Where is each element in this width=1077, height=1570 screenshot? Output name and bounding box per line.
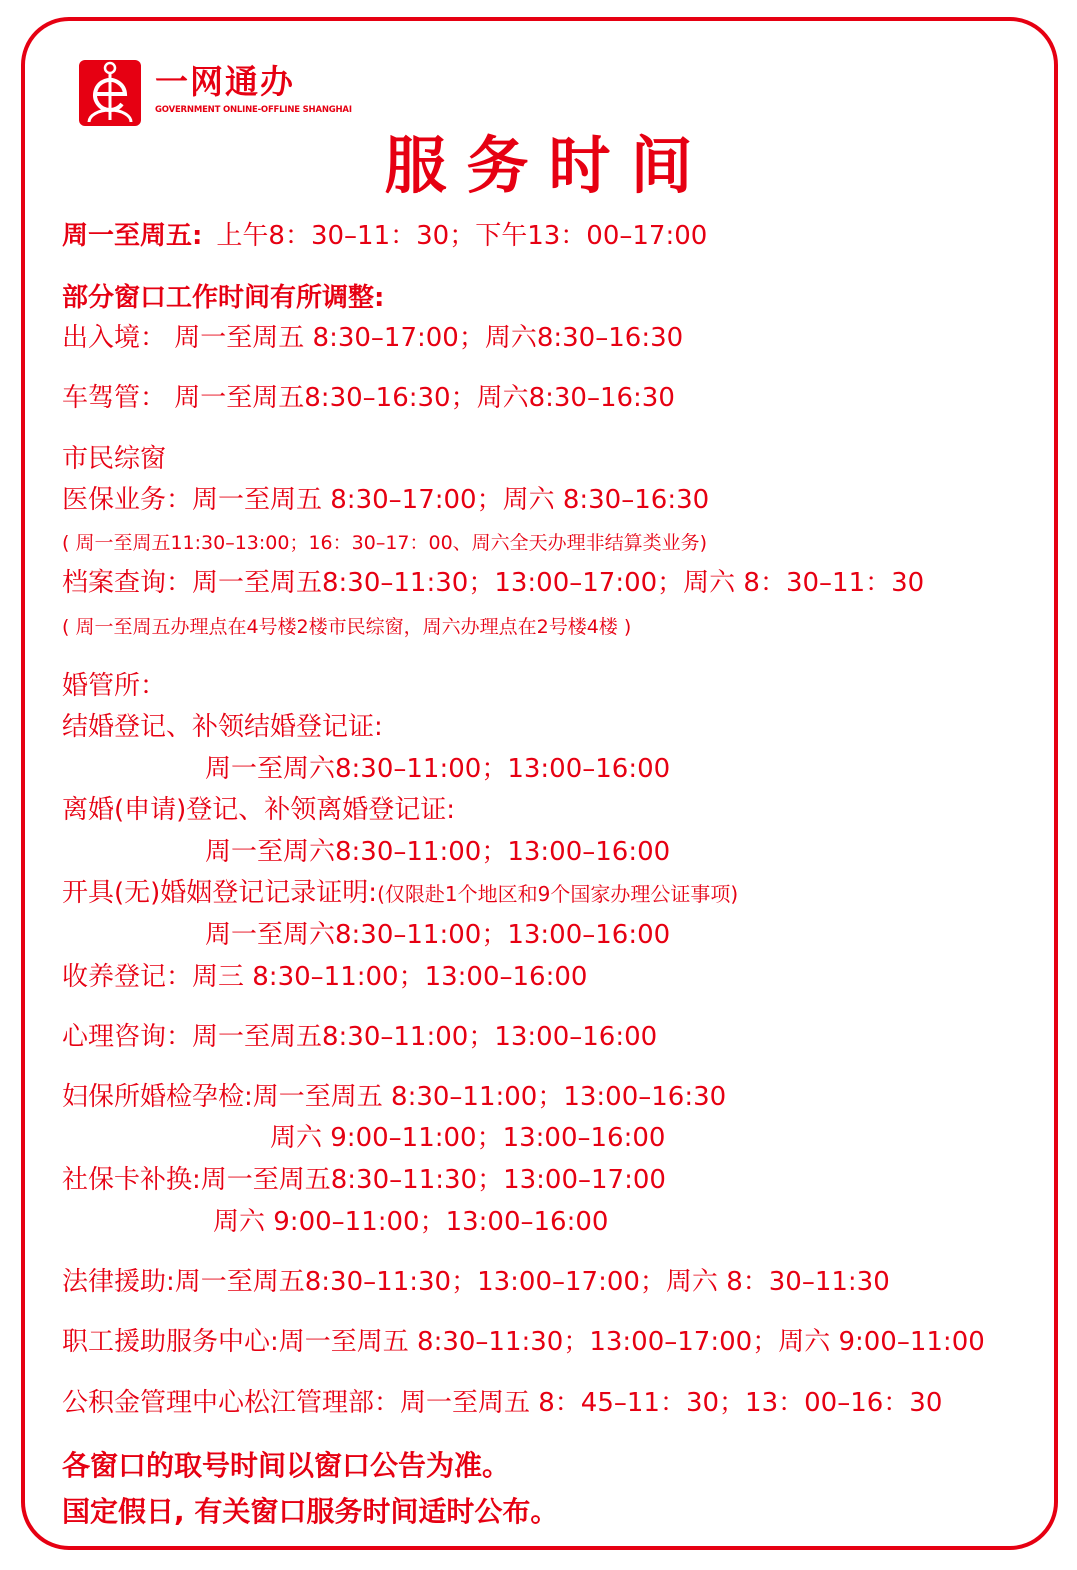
certificate-note: (仅限赴1个地区和9个国家办理公证事项) (377, 882, 739, 906)
certificate-label: 开具(无)婚姻登记记录证明: (62, 878, 378, 908)
social-card-hours: 社保卡补换:周一至周五8:30–11:30；13:00–17:00 (62, 1165, 666, 1195)
logo-name: 一网通办 (155, 62, 295, 101)
archive-note: ( 周一至周五办理点在4号楼2楼市民综窗，周六办理点在2号楼4楼 ) (62, 616, 632, 638)
maternal-saturday-hours: 周六 9:00–11:00；13:00–16:00 (270, 1123, 666, 1153)
divorce-hours: 周一至周六8:30–11:00；13:00–16:00 (205, 837, 671, 867)
footer-note-holiday: 国定假日, 有关窗口服务时间适时公布。 (62, 1495, 559, 1528)
exit-entry-hours: 出入境： 周一至周五 8:30–17:00；周六8:30–16:30 (62, 323, 684, 353)
adjust-heading: 部分窗口工作时间有所调整: (62, 283, 385, 313)
marriage-reg-hours: 周一至周六8:30–11:00；13:00–16:00 (205, 754, 671, 784)
divorce-label: 离婚(申请)登记、补领离婚登记证: (62, 795, 456, 825)
counseling-hours: 心理咨询：周一至周五8:30–11:00；13:00–16:00 (62, 1022, 658, 1052)
legal-aid-hours: 法律援助:周一至周五8:30–11:30；13:00–17:00；周六 8：30–11:30 (62, 1267, 890, 1297)
footer-note-queue: 各窗口的取号时间以窗口公告为准。 (62, 1449, 511, 1482)
worker-aid-hours: 职工援助服务中心:周一至周五 8:30–11:30；13:00–17:00；周六 9:00–11:00 (62, 1327, 985, 1357)
weekday-hours: 上午8：30–11：30；下午13：00–17:00 (216, 221, 708, 251)
maternal-hours: 妇保所婚检孕检:周一至周五 8:30–11:00；13:00–16:30 (62, 1082, 727, 1112)
housing-fund-hours: 公积金管理中心松江管理部：周一至周五 8：45–11：30；13：00–16：30 (62, 1388, 943, 1418)
logo-subtitle: GOVERNMENT ONLINE-OFFLINE SHANGHAI (155, 105, 352, 115)
weekday-label: 周一至周五: (62, 221, 203, 251)
marriage-office-heading: 婚管所： (62, 671, 167, 701)
page-title: 服务时间 (384, 129, 713, 202)
medical-note: ( 周一至周五11:30–13:00；16：30–17：00、周六全天办理非结算类业务) (62, 532, 708, 554)
citizen-window-heading: 市民综窗 (62, 444, 167, 474)
certificate-hours: 周一至周六8:30–11:00；13:00–16:00 (205, 920, 671, 950)
archive-hours: 档案查询：周一至周五8:30–11:30；13:00–17:00；周六 8：30–11：30 (62, 568, 925, 598)
one-netcom-e-logo-icon (79, 60, 141, 126)
social-card-saturday-hours: 周六 9:00–11:00；13:00–16:00 (213, 1207, 609, 1237)
weekday-hours-row (62, 220, 707, 252)
medical-hours: 医保业务：周一至周五 8:30–17:00；周六 8:30–16:30 (62, 485, 710, 515)
marriage-reg-label: 结婚登记、补领结婚登记证: (62, 712, 383, 742)
certificate-row (62, 877, 738, 910)
adoption-hours: 收养登记：周三 8:30–11:00；13:00–16:00 (62, 962, 588, 992)
vehicle-hours: 车驾管： 周一至周五8:30–16:30；周六8:30–16:30 (62, 383, 675, 413)
